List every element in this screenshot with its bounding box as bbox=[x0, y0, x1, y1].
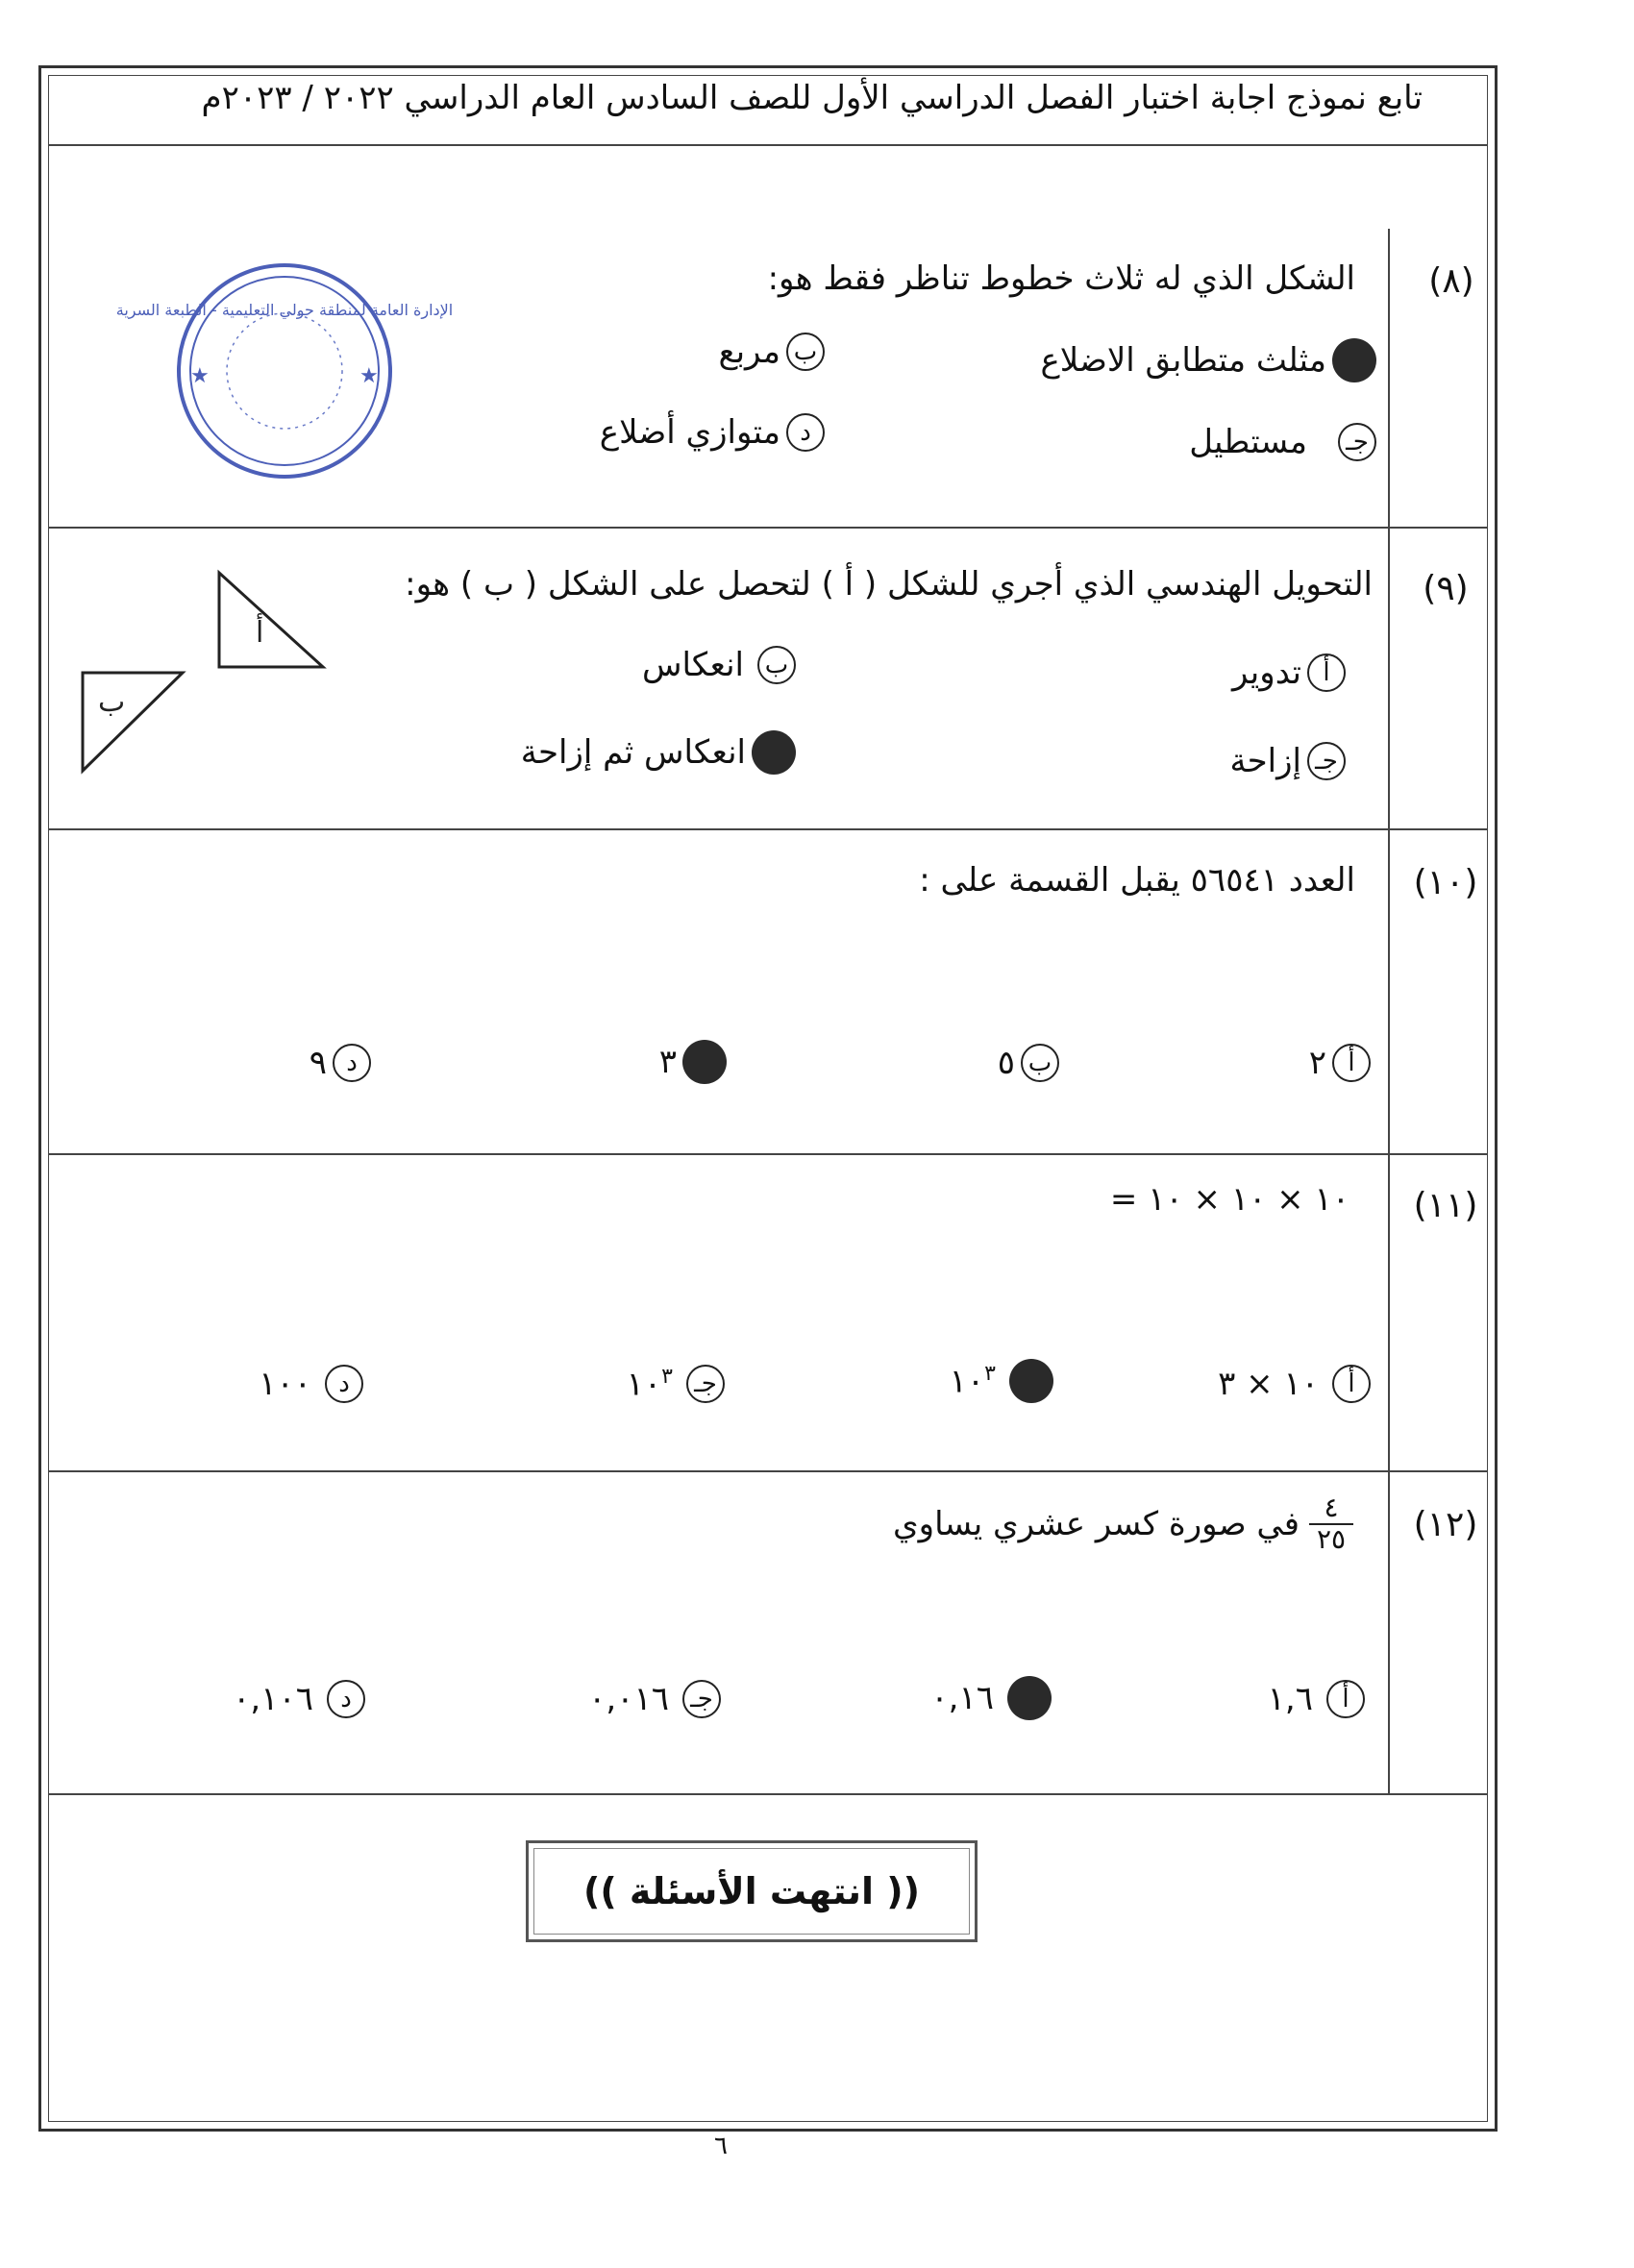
number-column-divider bbox=[1388, 229, 1390, 1793]
option-letter-bubble: جـ bbox=[1338, 423, 1376, 461]
option-letter-bubble: د bbox=[325, 1365, 363, 1403]
filled-answer-bubble bbox=[1007, 1676, 1052, 1720]
fraction-numerator: ٤ bbox=[1324, 1491, 1339, 1523]
option bbox=[1268, 1680, 1365, 1718]
option-letter-bubble: جـ bbox=[682, 1680, 721, 1718]
option bbox=[588, 1680, 721, 1718]
option-text: ٩ bbox=[309, 1044, 327, 1082]
option bbox=[1232, 653, 1346, 692]
option-text: مربع bbox=[718, 333, 780, 371]
option-text: ٠,٠١٦ bbox=[588, 1680, 669, 1718]
option bbox=[1309, 1044, 1371, 1082]
option-letter-bubble: جـ bbox=[1307, 742, 1346, 780]
shape-a-label: أ bbox=[256, 616, 264, 650]
row-divider bbox=[48, 1470, 1488, 1472]
filled-answer-bubble bbox=[752, 730, 796, 775]
question-text: ١٠ × ١٠ × ١٠ = bbox=[1109, 1180, 1349, 1219]
option bbox=[998, 1044, 1059, 1082]
option-exponent: ٣ bbox=[984, 1361, 996, 1386]
shape-a-triangle bbox=[211, 567, 327, 673]
option-text: انعكاس ثم إزاحة bbox=[520, 733, 746, 772]
question-text: التحويل الهندسي الذي أجري للشكل ( أ ) لتحصل على الشكل ( ب ) هو: bbox=[405, 565, 1373, 604]
option-text: ١٠ × ٣ bbox=[1218, 1365, 1319, 1403]
shape-b-triangle bbox=[77, 667, 188, 775]
option-letter-bubble: أ bbox=[1307, 653, 1346, 692]
fraction-denominator: ٢٥ bbox=[1316, 1522, 1347, 1555]
option-text: انعكاس bbox=[642, 646, 744, 684]
svg-text:★: ★ bbox=[190, 364, 210, 388]
option bbox=[1189, 423, 1376, 461]
option bbox=[718, 333, 825, 371]
option-text: ٠,١٠٦ bbox=[233, 1680, 313, 1718]
option bbox=[259, 1365, 363, 1403]
option bbox=[233, 1680, 365, 1718]
question-text-row bbox=[893, 1493, 1353, 1555]
option-text: مثلث متطابق الاضلاع bbox=[1040, 341, 1326, 380]
school-stamp bbox=[115, 258, 454, 484]
option-correct bbox=[1040, 338, 1376, 382]
header-title: تابع نموذج اجابة اختبار الفصل الدراسي الأول للصف السادس العام الدراسي ٢٠٢٢ / ٢٠٢٣م bbox=[201, 79, 1423, 117]
option-correct bbox=[521, 730, 796, 775]
option-text: ٣ bbox=[658, 1043, 677, 1081]
option-letter-bubble: أ bbox=[1332, 1044, 1371, 1082]
option-text: تدوير bbox=[1232, 653, 1301, 692]
shape-b-label: ب bbox=[98, 685, 126, 719]
row-divider bbox=[48, 828, 1488, 830]
option-letter-bubble: د bbox=[327, 1680, 365, 1718]
question-text: في صورة كسر عشري يساوي bbox=[893, 1504, 1300, 1543]
option bbox=[1218, 1365, 1371, 1403]
option-letter-bubble: أ bbox=[1332, 1365, 1371, 1403]
option-text: ١٠ bbox=[626, 1365, 662, 1404]
option-letter-bubble: د bbox=[786, 413, 825, 452]
option-text: ٢ bbox=[1308, 1044, 1326, 1082]
row-divider bbox=[48, 527, 1488, 529]
option bbox=[600, 413, 825, 452]
question-number: (١٢) bbox=[1413, 1505, 1478, 1544]
filled-answer-bubble bbox=[1009, 1359, 1053, 1403]
row-divider bbox=[48, 1793, 1488, 1795]
option-letter-bubble: جـ bbox=[686, 1365, 725, 1403]
fraction bbox=[1309, 1493, 1353, 1555]
question-text: العدد ٥٦٥٤١ يقبل القسمة على : bbox=[919, 861, 1355, 900]
page-number: ٦ bbox=[714, 2132, 728, 2160]
option-letter-bubble: د bbox=[333, 1044, 371, 1082]
row-divider bbox=[48, 1153, 1488, 1155]
question-number: (٨) bbox=[1428, 261, 1474, 301]
option-text: متوازي أضلاع bbox=[599, 413, 780, 452]
option bbox=[1229, 742, 1346, 780]
option-correct bbox=[659, 1040, 727, 1084]
filled-answer-bubble bbox=[682, 1040, 727, 1084]
option-letter-bubble: ب bbox=[757, 646, 796, 684]
option-text: ٠,١٦ bbox=[930, 1679, 994, 1717]
option bbox=[309, 1044, 371, 1082]
header-divider bbox=[48, 144, 1488, 146]
stamp-text: الإدارة العامة لمنطقة حولي التعليمية - الطبعة السرية bbox=[115, 301, 454, 319]
option-correct bbox=[950, 1359, 1053, 1403]
option-text: ١,٦ bbox=[1267, 1680, 1313, 1718]
option-letter-bubble: أ bbox=[1326, 1680, 1365, 1718]
filled-answer-bubble bbox=[1332, 338, 1376, 382]
option-text: إزاحة bbox=[1229, 742, 1301, 780]
question-number: (٩) bbox=[1423, 569, 1469, 608]
option-text: ٥ bbox=[997, 1044, 1015, 1082]
end-of-questions-box bbox=[526, 1840, 978, 1942]
option-text: مستطيل bbox=[1189, 423, 1307, 461]
option-correct bbox=[930, 1676, 1052, 1720]
question-text: الشكل الذي له ثلاث خطوط تناظر فقط هو: bbox=[767, 259, 1355, 298]
end-of-questions-text: (( انتهت الأسئلة )) bbox=[582, 1870, 921, 1912]
option-exponent: ٣ bbox=[661, 1365, 673, 1389]
option-text: ١٠ bbox=[949, 1362, 985, 1401]
svg-text:★: ★ bbox=[359, 364, 379, 388]
option bbox=[627, 1365, 725, 1403]
option-letter-bubble: ب bbox=[1021, 1044, 1059, 1082]
option bbox=[642, 646, 796, 684]
question-number: (١١) bbox=[1413, 1186, 1478, 1225]
option-text: ١٠٠ bbox=[259, 1365, 311, 1403]
question-number: (١٠) bbox=[1413, 863, 1478, 902]
option-letter-bubble: ب bbox=[786, 333, 825, 371]
